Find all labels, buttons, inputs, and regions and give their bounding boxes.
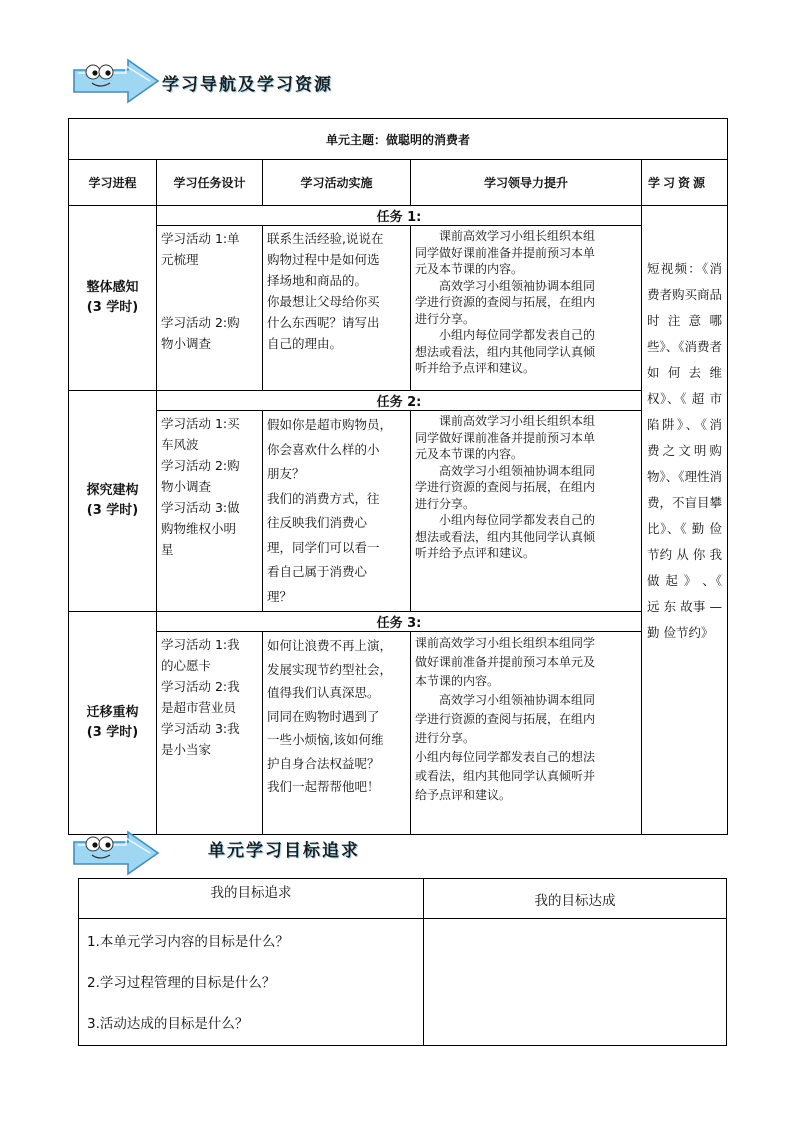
design-cell — [157, 632, 263, 835]
goal-table — [78, 878, 727, 1046]
text-line: 想法或看法，组内其他同学认真倾 — [415, 344, 596, 359]
text-line: 《 勤 俭 节 — [647, 521, 722, 562]
text-line: 看自己属于消费心 — [267, 564, 368, 579]
text-line — [161, 291, 258, 312]
text-line: 听并给予点评和建议。 — [415, 361, 536, 375]
text-line: 假如你是超市购物员， — [267, 417, 393, 432]
text-line: 高效学习小组领袖协调本组同 — [439, 463, 596, 478]
leadership-cell — [411, 411, 642, 612]
text-line: 《消费者如 — [647, 339, 723, 380]
text-line: 《消费者购 — [647, 261, 722, 302]
stage-cell — [69, 391, 157, 612]
text-line: 高效学习小组领袖协调本组同 — [439, 278, 596, 293]
text-line: 做好课前准备并提前预习本单元及 — [415, 655, 596, 669]
text-line: 如何让浪费不再上演， — [267, 638, 393, 653]
stage-cell — [69, 206, 157, 391]
text-line: 学进行资源的查阅与拓展，在组内 — [415, 295, 596, 309]
stage-name: 探究建构 — [86, 483, 139, 498]
text-line: 什么东西呢？请写出 — [267, 315, 380, 330]
text-line: 高效学习小组领袖协调本组同 — [439, 693, 596, 707]
text-line: 事 —勤 俭 — [647, 599, 723, 640]
text-line: 进行分享。 — [415, 731, 476, 745]
text-line: 意哪些》、 — [647, 313, 723, 354]
text-line: 进行分享。 — [415, 496, 476, 511]
text-line: 进行分享。 — [415, 311, 476, 326]
text-line: 你最想让父母给你买 — [267, 294, 380, 309]
goal-list — [79, 919, 424, 1046]
task-title: 任务 3: — [157, 612, 642, 632]
unit-theme: 单元主题：做聪明的消费者 — [69, 119, 728, 160]
text-line: 或看法，组内其他同学认真倾听并 — [415, 769, 596, 783]
text-line: 护自身合法权益呢？ — [267, 755, 380, 771]
leadership-cell — [411, 226, 642, 391]
text-line: 元及本节课的内容。 — [415, 262, 524, 276]
text-line: 买商品时注 — [647, 287, 723, 328]
task-title: 任务 1: — [157, 206, 642, 226]
text-line: 做 起 》 、 — [647, 573, 716, 588]
header-progress: 学习进程 — [69, 160, 157, 206]
section-title-goals: 单元学习目标追求 — [208, 841, 360, 861]
text-line: 学习活动 1:我 — [161, 637, 240, 652]
activity-cell — [263, 632, 411, 835]
text-line: 课前高效学习小组长组织本组 — [439, 414, 596, 428]
text-line: 《 超 市 陷 — [647, 391, 722, 432]
text-line: 课前高效学习小组长组织本组 — [439, 229, 596, 243]
stage-hours: (3 学时) — [86, 725, 139, 740]
text-line: 购物过程中是如何选 — [267, 252, 380, 267]
text-line: 星 — [161, 542, 174, 557]
text-line: 小组内每位同学都发表自己的想法 — [415, 750, 596, 764]
text-line: 听并给予点评和建议。 — [415, 546, 536, 560]
text-line: 同学做好课前准备并提前预习本单 — [415, 430, 596, 445]
arrow-face-icon — [70, 830, 162, 876]
text-line — [161, 270, 258, 291]
text-line: 是超市营业员 — [161, 700, 237, 715]
text-line: 本节课的内容。 — [415, 674, 500, 688]
text-line: 往反映我们消费心 — [267, 515, 368, 530]
header-leadership: 学习领导力提升 — [411, 160, 642, 206]
text-line: 阱》、《消 — [662, 417, 722, 432]
stage-hours: (3 学时) — [86, 300, 139, 315]
text-line: 何去维权》、 — [647, 365, 723, 406]
text-line: 性消费，不 — [647, 469, 723, 510]
stage-name: 迁移重构 — [86, 705, 139, 720]
text-line: 朋友？ — [267, 466, 305, 481]
text-line: 学习活动 1:买 — [161, 416, 240, 431]
text-line: 的心愿卡 — [161, 658, 212, 673]
text-line: 学习活动 1:单 — [161, 231, 240, 246]
learning-plan-table — [68, 118, 728, 835]
text-line: 物小调查 — [161, 479, 212, 494]
goal-item: 1.本单元学习内容的目标是什么？ — [87, 934, 289, 950]
text-line: 同同在购物时遇到了 — [267, 708, 380, 724]
text-line: 小组内每位同学都发表自己的 — [439, 328, 596, 342]
goal-item: 2.学习过程管理的目标是什么？ — [87, 975, 276, 991]
text-line: 你会喜欢什么样的小 — [267, 441, 380, 457]
text-line: 理？ — [267, 588, 293, 604]
text-line: 课前高效学习小组长组织本组同学 — [415, 636, 596, 650]
goal-header-right: 我的目标达成 — [424, 879, 727, 919]
text-line: 联系生活经验,说说在 — [267, 231, 384, 246]
design-cell — [157, 411, 263, 612]
text-line: 学习活动 2:购 — [161, 315, 240, 330]
text-line: 想法或看法，组内其他同学认真倾 — [415, 529, 596, 544]
header-activity: 学习活动实施 — [263, 160, 411, 206]
text-line: 学进行资源的查阅与拓展，在组内 — [415, 480, 596, 494]
text-line: 物小调查 — [161, 336, 212, 351]
section-banner-goals — [70, 830, 430, 878]
text-line: 择场地和商品的。 — [267, 273, 368, 288]
text-line: 我们一起帮帮他吧！ — [267, 779, 380, 794]
text-line: 费之文明购 — [647, 443, 723, 458]
text-line: 自己的理由。 — [267, 336, 343, 351]
text-line: 盲目攀比》、 — [647, 495, 723, 536]
text-line: 是小当家 — [161, 742, 212, 757]
text-line: 理，同学们可以看一 — [267, 539, 380, 555]
section-title-navigation: 学习导航及学习资源 — [162, 75, 333, 95]
goal-header-left: 我的目标追求 — [79, 879, 424, 919]
text-line: 发展实现节约型社会， — [267, 661, 393, 677]
text-line: 车风波 — [161, 437, 199, 452]
text-line: 学习活动 3:做 — [161, 500, 240, 515]
text-line: 学习活动 3:我 — [161, 721, 240, 736]
text-line: 约 从 你 我 — [659, 547, 723, 562]
activity-cell — [263, 411, 411, 612]
text-line: 学进行资源的查阅与拓展，在组内 — [415, 712, 596, 726]
text-line: 购物维权小明 — [161, 521, 237, 536]
text-line: 学习活动 2:购 — [161, 458, 240, 473]
goal-item: 3.活动达成的目标是什么？ — [87, 1016, 249, 1032]
header-task-design: 学习任务设计 — [157, 160, 263, 206]
resources-list — [647, 256, 722, 646]
text-line: 节约》 — [675, 625, 714, 640]
text-line: 小组内每位同学都发表自己的 — [439, 513, 596, 527]
arrow-face-icon — [70, 58, 162, 104]
text-line: 元梳理 — [161, 252, 199, 267]
text-line: 同学做好课前准备并提前预习本单 — [415, 245, 596, 260]
text-line: 《 远 东 故 — [647, 573, 723, 614]
text-line: 一些小烦恼,该如何维 — [267, 732, 384, 747]
text-line: 给予点评和建议。 — [415, 788, 512, 802]
resources-cell — [642, 206, 728, 835]
text-line: 值得我们认真深思。 — [267, 685, 380, 700]
activity-cell — [263, 226, 411, 391]
text-line: 我们的消费方式，往 — [267, 490, 380, 506]
text-line: 物》、《理 — [647, 469, 698, 484]
text-line: 元及本节课的内容。 — [415, 447, 524, 461]
leadership-cell — [411, 632, 642, 835]
goal-achievement-cell — [424, 919, 727, 1046]
section-banner-navigation — [70, 58, 410, 106]
task-title: 任务 2: — [157, 391, 642, 411]
text-line: 短视频： — [647, 261, 702, 276]
stage-hours: (3 学时) — [86, 503, 139, 518]
stage-name: 整体感知 — [86, 280, 139, 295]
stage-cell — [69, 612, 157, 835]
header-resources: 学习资源 — [642, 160, 728, 206]
text-line: 学习活动 2:我 — [161, 679, 240, 694]
design-cell — [157, 226, 263, 391]
